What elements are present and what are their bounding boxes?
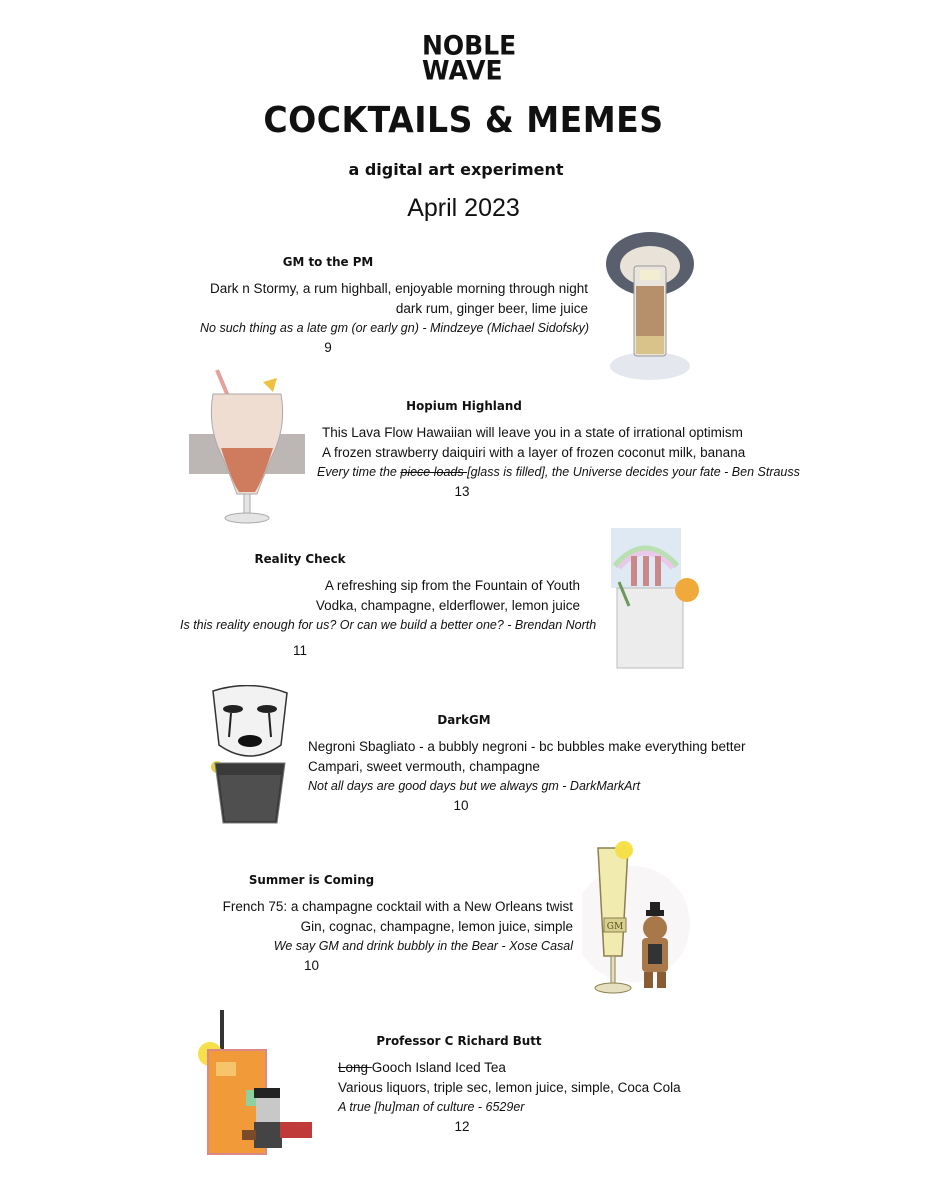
cocktail-ingredients: Gin, cognac, champagne, lemon juice, simple <box>300 919 573 934</box>
cocktail-ingredients: dark rum, ginger beer, lime juice <box>395 301 588 316</box>
cocktail-quote: No such thing as a late gm (or early gn) - Mindzeye (Michael Sidofsky) <box>200 321 590 335</box>
noble-wave-logo <box>422 30 517 86</box>
struck-text: piece loads <box>400 465 468 479</box>
cocktail-description: Long Gooch Island Iced Tea <box>338 1060 506 1075</box>
cocktail-score: 9 <box>324 340 332 355</box>
cocktail-score: 10 <box>453 798 469 813</box>
hurricane-glass-illustration <box>187 368 307 528</box>
page-subtitle: a digital art experiment <box>348 160 564 179</box>
cocktail-entry <box>200 872 573 973</box>
page-title: COCKTAILS & MEMES <box>263 100 664 141</box>
logo-line1: NOBLE <box>422 30 517 61</box>
cocktail-ingredients: Various liquors, triple sec, lemon juice, simple, Coca Cola <box>338 1080 681 1095</box>
cocktail-quote: We say GM and drink bubbly in the Bear - Xose Casal <box>273 939 573 953</box>
cocktail-score: 12 <box>454 1119 470 1134</box>
dark-face-glass-illustration <box>205 685 295 830</box>
cocktail-ingredients: Campari, sweet vermouth, champagne <box>308 759 540 774</box>
cocktail-description: Dark n Stormy, a rum highball, enjoyable morning through night <box>210 281 588 296</box>
page-date: April 2023 <box>407 194 520 222</box>
cocktail-description: This Lava Flow Hawaiian will leave you in a state of irrational optimism <box>322 425 743 440</box>
glass-label: GM <box>606 922 624 932</box>
pixel-iced-tea-illustration <box>190 1010 330 1160</box>
cocktail-quote: Every time the piece loads [glass is filled], the Universe decides your fate - Ben Strauss <box>317 465 800 479</box>
cocktail-name: DarkGM <box>437 712 491 727</box>
cocktail-entry <box>338 1033 681 1134</box>
cocktail-description: Negroni Sbagliato - a bubbly negroni - bc bubbles make everything better <box>308 739 746 754</box>
cocktail-name: Summer is Coming <box>248 872 375 887</box>
cocktail-quote: Is this reality enough for us? Or can we build a better one? - Brendan North <box>180 618 597 632</box>
cocktail-entry <box>312 398 800 499</box>
cocktail-quote: Not all days are good days but we always gm - DarkMarkArt <box>308 779 641 793</box>
struck-text: Long <box>338 1060 372 1075</box>
cocktail-ingredients: A frozen strawberry daiquiri with a layer of frozen coconut milk, banana <box>322 445 746 460</box>
cocktail-score: 13 <box>454 484 470 499</box>
cocktail-entry <box>180 551 597 658</box>
highball-glass-illustration <box>600 226 700 386</box>
cocktail-ingredients: Vodka, champagne, elderflower, lemon juice <box>315 598 580 613</box>
champagne-flute-bear-illustration <box>582 834 692 1004</box>
cocktail-entry <box>308 712 746 813</box>
logo-line2: WAVE <box>422 55 503 86</box>
cocktail-description: A refreshing sip from the Fountain of Youth <box>324 578 580 593</box>
cocktail-score: 11 <box>292 643 307 658</box>
cocktail-name: Professor C Richard Butt <box>376 1033 542 1048</box>
cocktail-score: 10 <box>303 958 320 973</box>
cocktail-quote: A true [hu]man of culture - 6529er <box>338 1100 525 1114</box>
collins-glass-illustration <box>605 526 705 676</box>
cocktail-name: Hopium Highland <box>406 398 522 413</box>
cocktail-description: French 75: a champagne cocktail with a New Orleans twist <box>222 899 573 914</box>
cocktail-name: Reality Check <box>254 551 346 566</box>
cocktail-name: GM to the PM <box>282 254 374 269</box>
cocktail-entry <box>200 254 588 355</box>
